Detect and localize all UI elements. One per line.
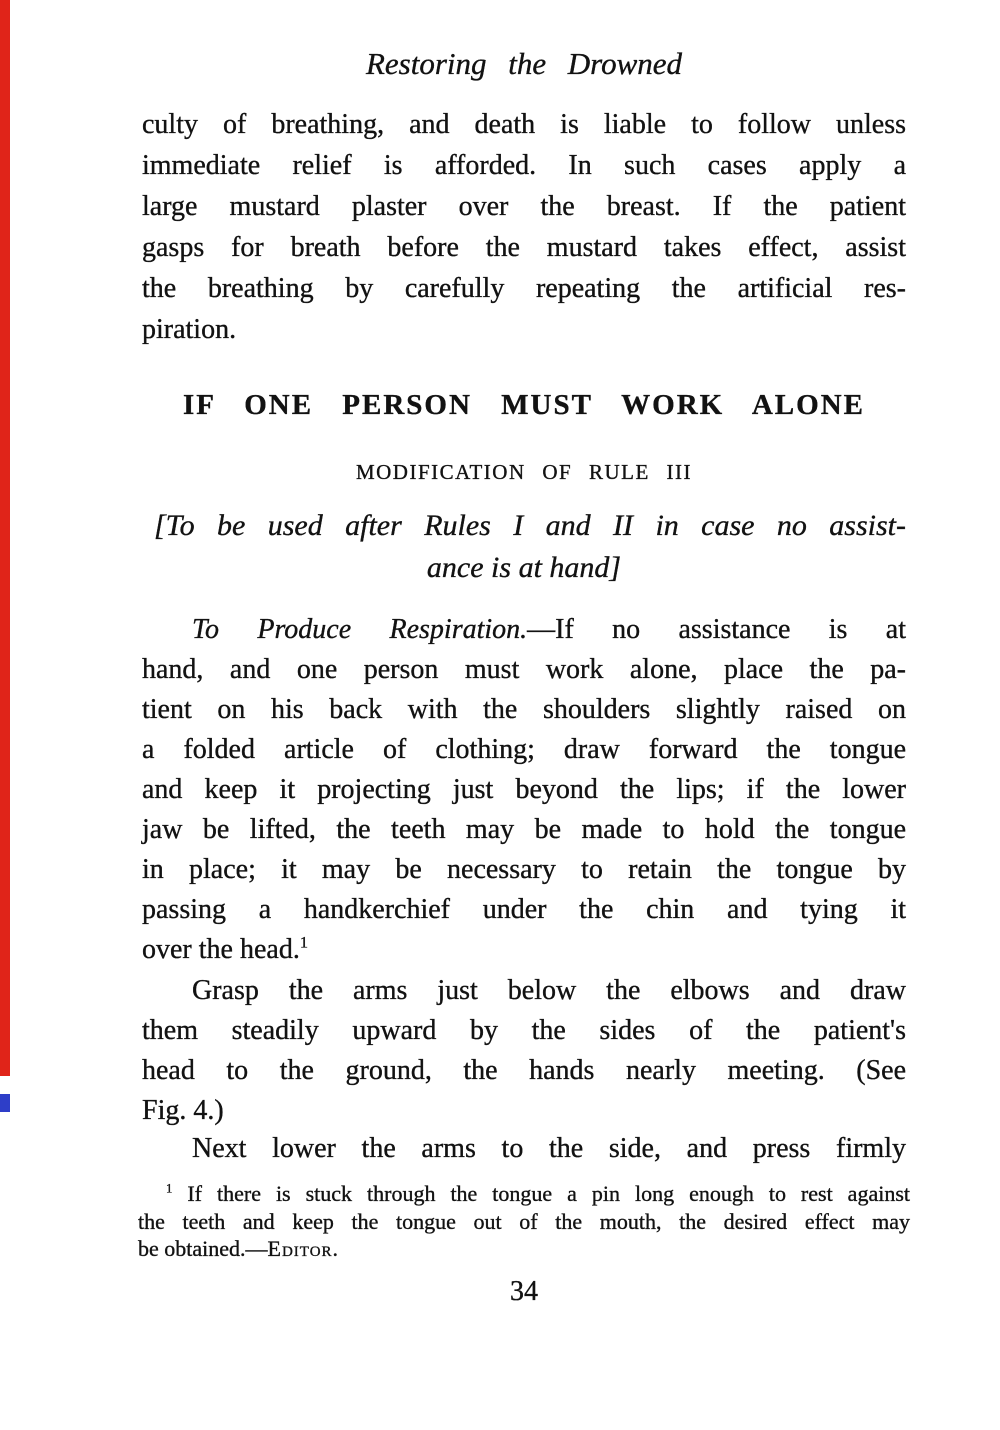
text-line: culty of breathing, and death is liable to follow unless	[142, 109, 906, 140]
text-line: ance is at hand]	[426, 551, 622, 584]
paragraph-continued	[142, 104, 906, 350]
text-fragment: be obtained.—	[138, 1236, 268, 1261]
paragraph-produce-respiration	[142, 610, 906, 970]
footnote-line: the teeth and keep the tongue out of the mouth, the desired effect may	[138, 1208, 910, 1234]
text-line: the breathing by carefully repeating the artificial res-	[142, 273, 906, 304]
page-number: 34	[510, 1276, 538, 1307]
paragraph-grasp-arms	[142, 971, 906, 1131]
text-line: tient on his back with the shoulders slightly raised on	[142, 694, 906, 725]
text-line: passing a handkerchief under the chin and tying it	[142, 894, 906, 925]
scan-edge-red-strip	[0, 0, 10, 1076]
section-heading: IF ONE PERSON MUST WORK ALONE	[183, 389, 865, 421]
footnote-line	[138, 1235, 910, 1263]
text-line: and keep it projecting just beyond the lips; if the lower	[142, 774, 906, 805]
scan-edge-blue-strip	[0, 1094, 10, 1112]
paragraph-lead-italic: To Produce Respiration.	[192, 614, 528, 645]
text-fragment: over the head.	[142, 934, 300, 965]
footnote-line	[138, 1180, 910, 1208]
text-line: a folded article of clothing; draw forward the tongue	[142, 734, 906, 765]
text-line	[142, 610, 906, 650]
editor-smallcaps: Editor.	[267, 1236, 340, 1261]
text-line: in place; it may be necessary to retain the tongue by	[142, 854, 906, 885]
text-line: Fig. 4.)	[142, 1095, 224, 1126]
text-fragment: If there is stuck through the tongue a pin long enough to rest against	[172, 1181, 910, 1206]
text-line: head to the ground, the hands nearly meeting. (See	[142, 1055, 906, 1086]
text-line: piration.	[142, 314, 237, 345]
footnote	[138, 1180, 910, 1263]
page-content	[138, 0, 910, 1430]
text-line: hand, and one person must work alone, place the pa-	[142, 654, 906, 685]
section-subheading: MODIFICATION OF RULE III	[355, 460, 693, 484]
footnote-reference: 1	[299, 933, 308, 952]
text-line: jaw be lifted, the teeth may be made to hold the tongue	[142, 814, 906, 845]
text-line: [To be used after Rules I and II in case no assist-	[154, 509, 906, 542]
text-line: Grasp the arms just below the elbows and draw	[192, 975, 906, 1006]
text-line: gasps for breath before the mustard takes effect, assist	[142, 232, 906, 263]
text-line: large mustard plaster over the breast. If the patient	[142, 191, 906, 222]
footnote-marker: 1	[166, 1181, 173, 1196]
text-line: Next lower the arms to the side, and press firmly	[192, 1133, 906, 1164]
paragraph-lead-rest: —If no assistance is at	[527, 614, 906, 645]
running-head: Restoring the Drowned	[365, 46, 683, 81]
text-line	[142, 930, 906, 970]
text-line: immediate relief is afforded. In such cases apply a	[142, 150, 906, 181]
paragraph-next-lower	[142, 1129, 906, 1169]
usage-note	[142, 505, 906, 589]
text-line: them steadily upward by the sides of the patient's	[142, 1015, 906, 1046]
